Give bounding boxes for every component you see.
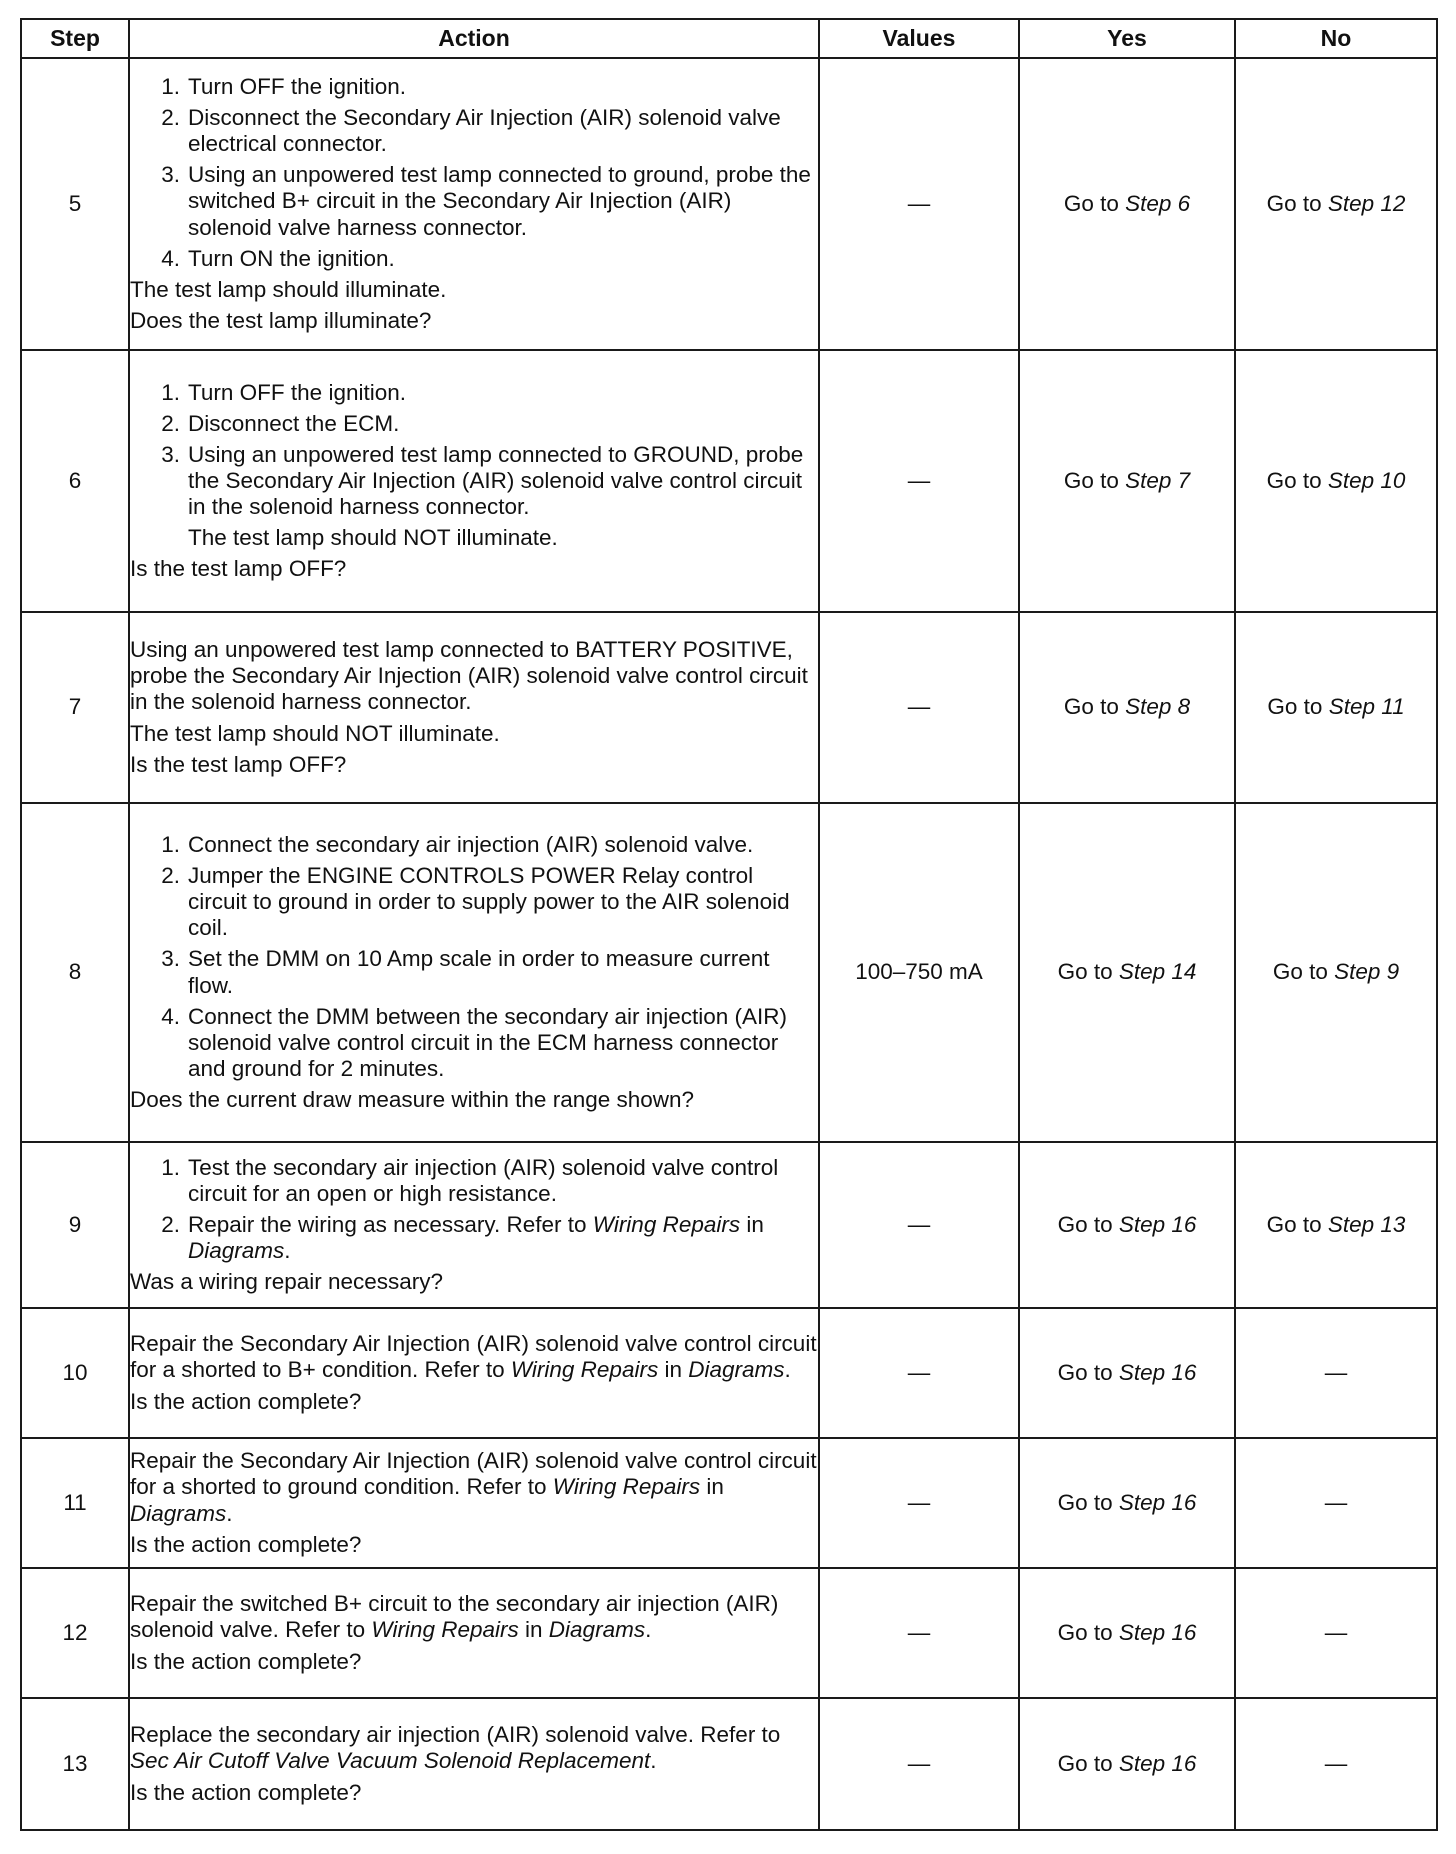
header-row [21, 19, 1437, 58]
diagrams-link[interactable]: Diagrams [188, 1238, 285, 1264]
yes-cell: Go to Step 6 [1019, 58, 1235, 350]
action-cell [129, 803, 819, 1142]
question: Is the action complete? [130, 1779, 362, 1805]
values-cell: — [819, 350, 1019, 612]
question: Is the test lamp OFF? [130, 751, 347, 777]
replacement-procedure-link[interactable]: Sec Air Cutoff Valve Vacuum Solenoid Replacement [130, 1748, 651, 1774]
step-number: 6 [21, 350, 129, 612]
question: Is the action complete? [130, 1648, 362, 1674]
yes-cell: Go to Step 16 [1019, 1142, 1235, 1308]
instruction: Repair the switched B+ circuit to the secondary air injection (AIR) solenoid valve. Refer to Wiring Repairs in Diagrams. [130, 1591, 779, 1643]
diagrams-link[interactable]: Diagrams [548, 1617, 646, 1643]
table-row [21, 1142, 1437, 1308]
action-cell [129, 58, 819, 350]
instruction: Repair the Secondary Air Injection (AIR) solenoid valve control circuit for a shorted to ground condition. Refer to Wiring Repairs in Diagrams. [130, 1448, 817, 1526]
yes-step-link[interactable]: Step 14 [1118, 959, 1197, 985]
question: Does the current draw measure within the range shown? [130, 1086, 695, 1112]
substep: 4. Turn ON the ignition. [161, 245, 395, 271]
yes-cell: Go to Step 16 [1019, 1568, 1235, 1698]
substep: 3. Using an unpowered test lamp connected to GROUND, probe the Secondary Air Injection (AIR) solenoid valve control circuit in the solenoid harness connector. [161, 441, 804, 520]
action-cell [129, 1698, 819, 1830]
substep: 3. Using an unpowered test lamp connected to ground, probe the switched B+ circuit in the Secondary Air Injection (AIR) solenoid valve harness connector. [161, 162, 811, 240]
diagrams-link[interactable]: Diagrams [688, 1357, 785, 1383]
table-row [21, 1568, 1437, 1698]
table-row [21, 1308, 1437, 1438]
no-step-link[interactable]: Step 9 [1334, 959, 1400, 985]
table-row [21, 350, 1437, 612]
action-cell [129, 612, 819, 803]
action-cell [129, 1142, 819, 1308]
yes-step-link[interactable]: Step 8 [1125, 694, 1191, 720]
step-number: 12 [21, 1568, 129, 1698]
action-cell [129, 1308, 819, 1438]
substep: 1. Turn OFF the ignition. [161, 379, 407, 405]
values-cell: — [819, 1308, 1019, 1438]
yes-cell: Go to Step 7 [1019, 350, 1235, 612]
header-action: Action [129, 19, 819, 58]
yes-step-link[interactable]: Step 16 [1118, 1211, 1197, 1237]
table-row [21, 803, 1437, 1142]
no-cell: Go to Step 9 [1235, 803, 1437, 1142]
step-number: 9 [21, 1142, 129, 1308]
no-cell: Go to Step 12 [1235, 58, 1437, 350]
values-cell: — [819, 1698, 1019, 1830]
question: Is the action complete? [130, 1388, 362, 1414]
diagrams-link[interactable]: Diagrams [130, 1500, 227, 1526]
no-cell: Go to Step 13 [1235, 1142, 1437, 1308]
action-cell [129, 350, 819, 612]
no-cell: Go to Step 10 [1235, 350, 1437, 612]
substep: 1. Turn OFF the ignition. [161, 74, 407, 100]
no-step-link[interactable]: Step 10 [1327, 467, 1406, 493]
step-number: 10 [21, 1308, 129, 1438]
action-cell [129, 1438, 819, 1568]
no-cell: — [1235, 1698, 1437, 1830]
no-step-link[interactable]: Step 11 [1328, 694, 1405, 720]
no-cell: — [1235, 1568, 1437, 1698]
table-row [21, 58, 1437, 350]
wiring-repairs-link[interactable]: Wiring Repairs [592, 1211, 741, 1237]
header-no: No [1235, 19, 1437, 58]
question: Is the action complete? [130, 1531, 362, 1557]
step-number: 7 [21, 612, 129, 803]
wiring-repairs-link[interactable]: Wiring Repairs [510, 1357, 659, 1383]
no-cell: Go to Step 11 [1235, 612, 1437, 803]
yes-cell: Go to Step 16 [1019, 1308, 1235, 1438]
header-yes: Yes [1019, 19, 1235, 58]
step-number: 8 [21, 803, 129, 1142]
substep: 2. Repair the wiring as necessary. Refer to Wiring Repairs in Diagrams. [161, 1211, 764, 1264]
values-cell: — [819, 1438, 1019, 1568]
yes-step-link[interactable]: Step 7 [1125, 467, 1191, 493]
table-row [21, 612, 1437, 803]
substep: 2. Disconnect the Secondary Air Injection (AIR) solenoid valve electrical connector. [161, 105, 781, 157]
no-cell: — [1235, 1308, 1437, 1438]
yes-step-link[interactable]: Step 16 [1118, 1489, 1197, 1515]
step-number: 5 [21, 58, 129, 350]
yes-cell: Go to Step 14 [1019, 803, 1235, 1142]
step-number: 11 [21, 1438, 129, 1568]
table-row [21, 1698, 1437, 1830]
instruction: Using an unpowered test lamp connected to BATTERY POSITIVE, probe the Secondary Air Injection (AIR) solenoid valve control circuit in the solenoid harness connector. [130, 637, 808, 715]
step-number: 13 [21, 1698, 129, 1830]
table-row [21, 1438, 1437, 1568]
instruction: Replace the secondary air injection (AIR) solenoid valve. Refer to Sec Air Cutoff Valve Vacuum Solenoid Replacement. [130, 1722, 781, 1774]
question: Was a wiring repair necessary? [130, 1269, 444, 1295]
yes-step-link[interactable]: Step 6 [1125, 190, 1191, 216]
substep: 2. Jumper the ENGINE CONTROLS POWER Relay control circuit to ground in order to supply power to the AIR solenoid coil. [161, 863, 790, 941]
question: Does the test lamp illuminate? [130, 307, 432, 333]
yes-step-link[interactable]: Step 16 [1118, 1750, 1197, 1776]
expected-result: The test lamp should NOT illuminate. [188, 525, 558, 551]
header-step: Step [21, 19, 129, 58]
no-step-link[interactable]: Step 13 [1327, 1211, 1406, 1237]
header-values: Values [819, 19, 1019, 58]
values-cell: — [819, 612, 1019, 803]
values-cell: 100–750 mA [819, 803, 1019, 1142]
wiring-repairs-link[interactable]: Wiring Repairs [552, 1474, 701, 1500]
expected-result: The test lamp should NOT illuminate. [130, 720, 500, 746]
substep: 4. Connect the DMM between the secondary air injection (AIR) solenoid valve control circuit in the ECM harness connector and ground for 2 minutes. [161, 1003, 788, 1081]
diagnostic-table [20, 18, 1438, 1831]
substep: 2. Disconnect the ECM. [161, 410, 400, 436]
values-cell: — [819, 1568, 1019, 1698]
action-cell [129, 1568, 819, 1698]
substep: 1. Connect the secondary air injection (AIR) solenoid valve. [161, 832, 754, 858]
yes-cell: Go to Step 16 [1019, 1698, 1235, 1830]
substep: 1. Test the secondary air injection (AIR) solenoid valve control circuit for an open or high resistance. [161, 1154, 779, 1206]
yes-cell: Go to Step 16 [1019, 1438, 1235, 1568]
values-cell: — [819, 58, 1019, 350]
wiring-repairs-link[interactable]: Wiring Repairs [371, 1617, 519, 1643]
yes-step-link[interactable]: Step 16 [1118, 1619, 1197, 1645]
yes-cell: Go to Step 8 [1019, 612, 1235, 803]
values-cell: — [819, 1142, 1019, 1308]
instruction: Repair the Secondary Air Injection (AIR) solenoid valve control circuit for a shorted to B+ condition. Refer to Wiring Repairs in Diagrams. [130, 1331, 817, 1383]
yes-step-link[interactable]: Step 16 [1118, 1359, 1197, 1385]
question: Is the test lamp OFF? [130, 556, 347, 582]
no-cell: — [1235, 1438, 1437, 1568]
expected-result: The test lamp should illuminate. [130, 276, 447, 302]
substep: 3. Set the DMM on 10 Amp scale in order to measure current flow. [161, 946, 770, 998]
no-step-link[interactable]: Step 12 [1327, 190, 1406, 216]
